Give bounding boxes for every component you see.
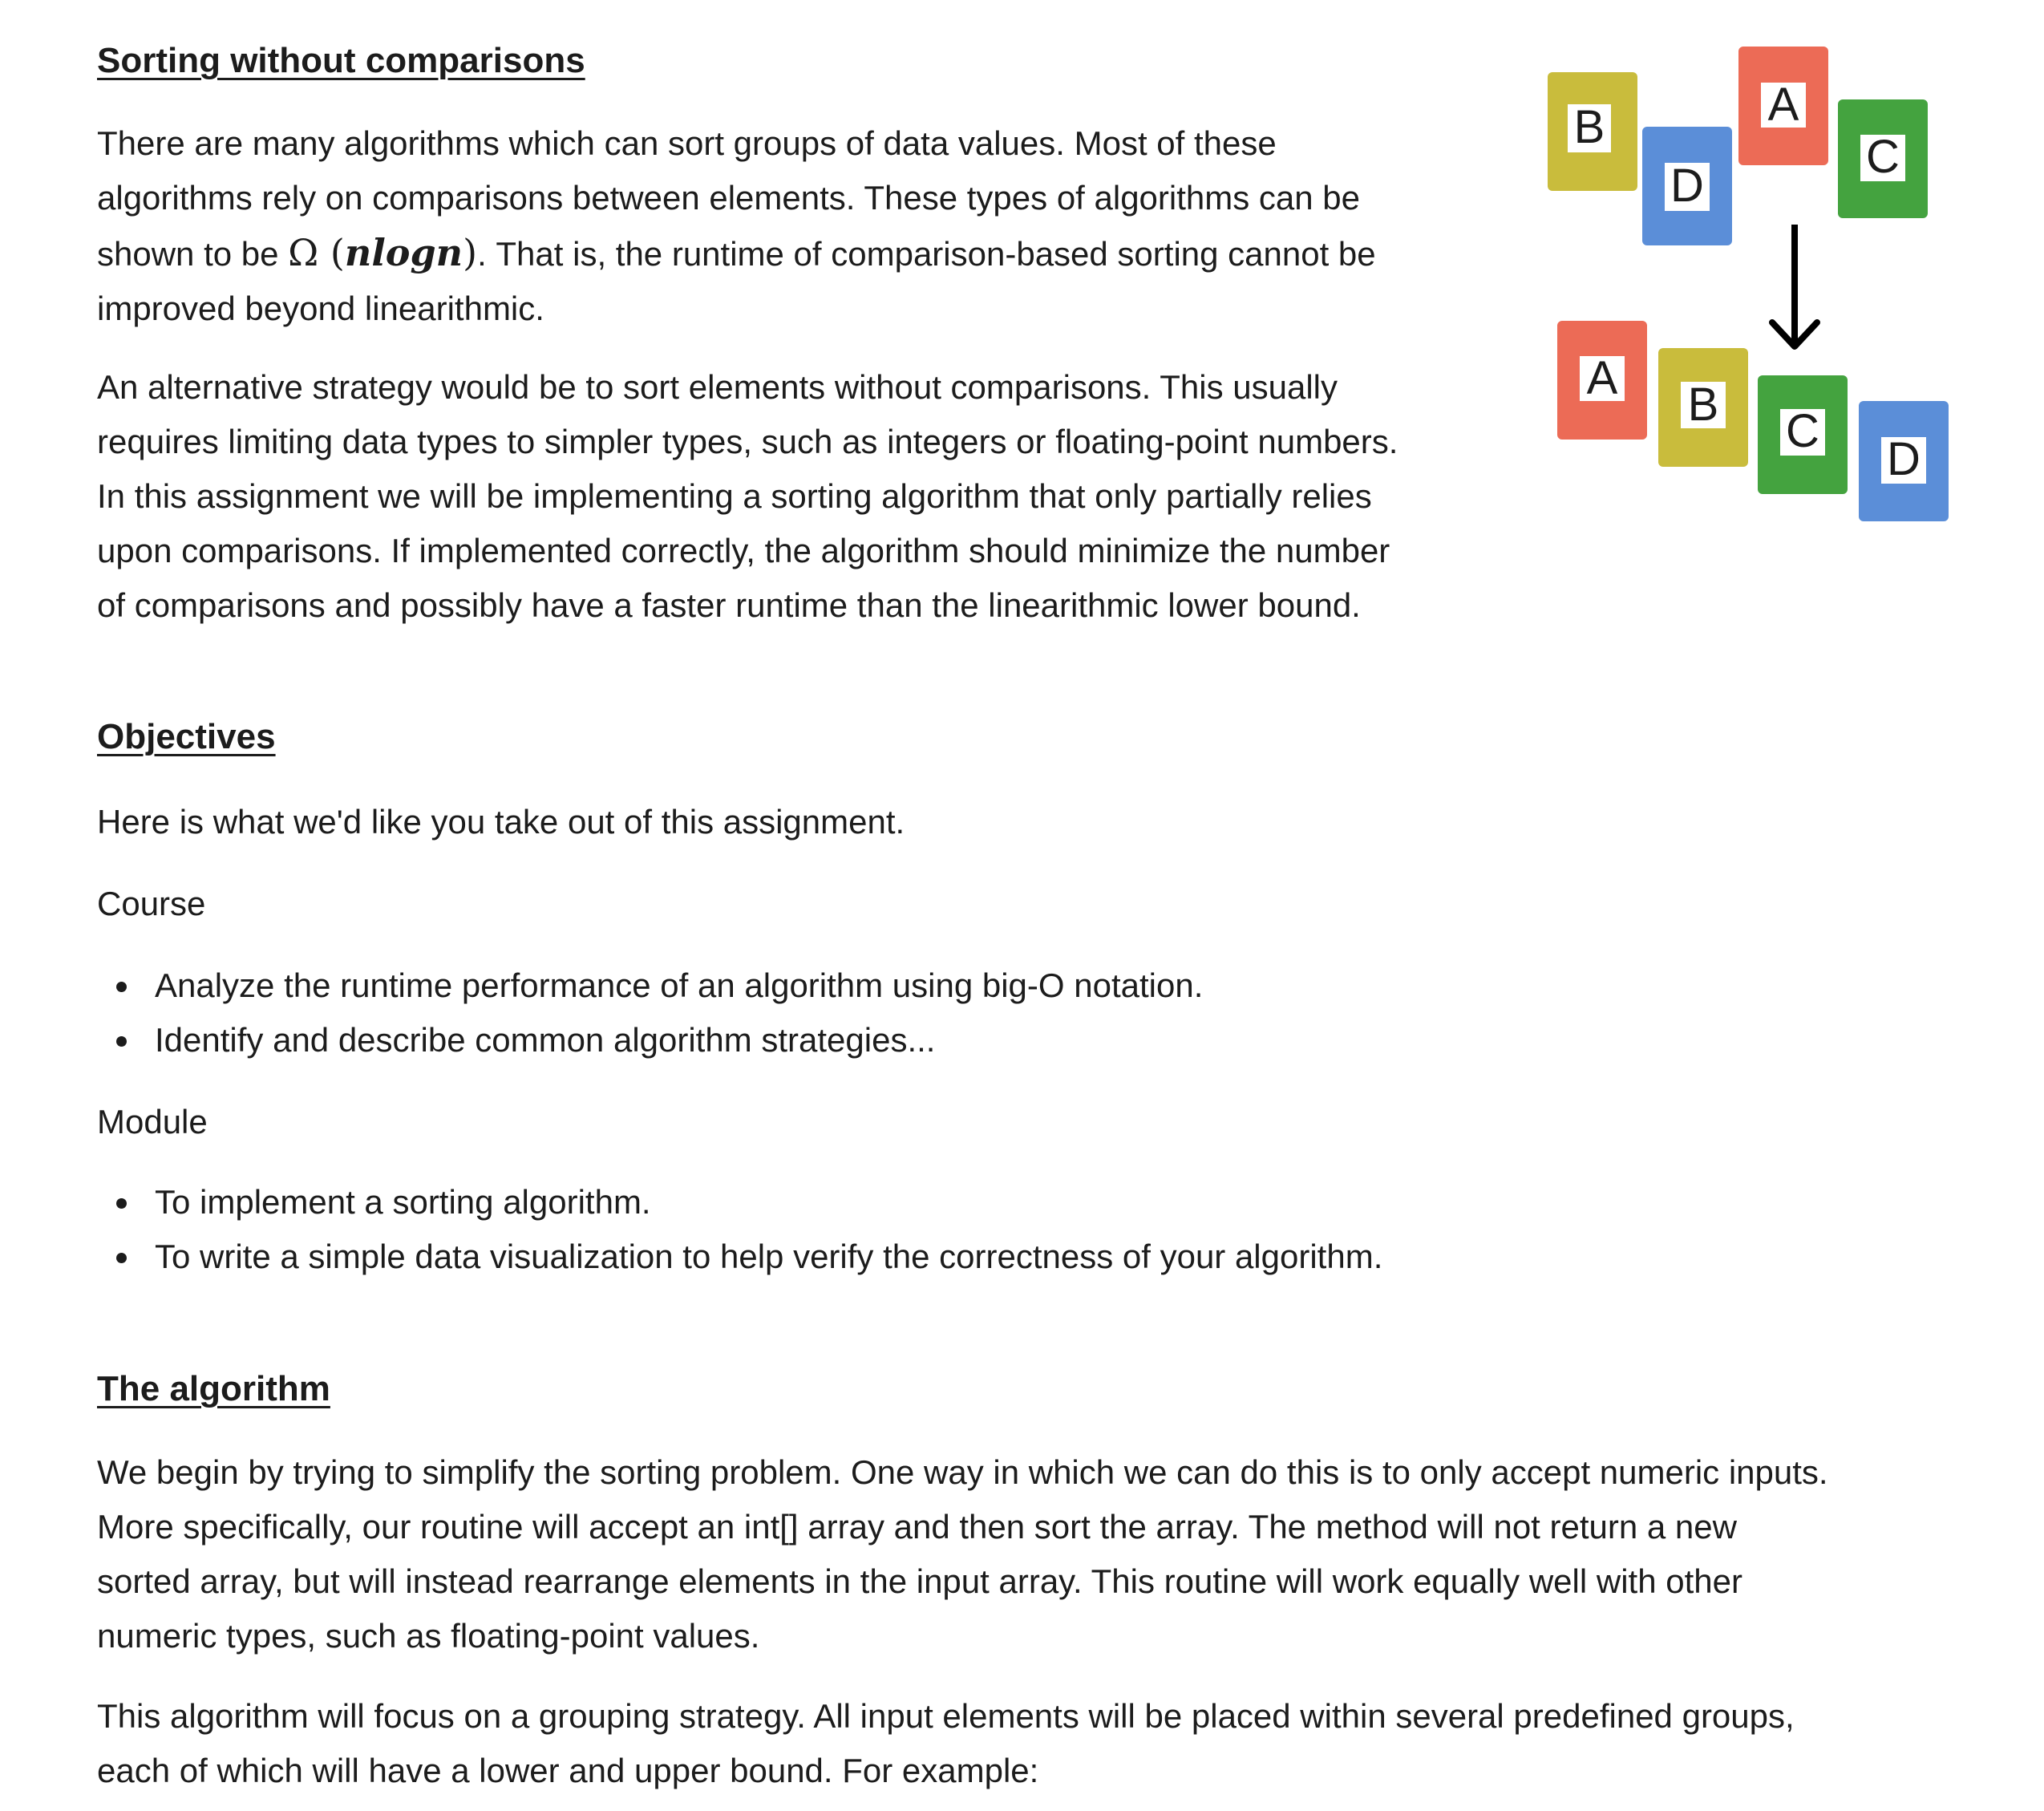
paragraph-line: More specifically, our routine will accept an int[] array and then sort the array. The method will not return a new bbox=[97, 1508, 1737, 1546]
down-arrow-icon bbox=[1772, 225, 1817, 346]
block-letter-c: C bbox=[1786, 405, 1819, 457]
block-a-unsorted bbox=[1738, 47, 1828, 165]
heading-objectives: Objectives bbox=[97, 717, 276, 756]
block-letter-b: B bbox=[1687, 379, 1719, 431]
paragraph-sorting-intro bbox=[97, 116, 1376, 336]
paragraph-alternative-strategy bbox=[97, 360, 1398, 633]
paragraph-line: of comparisons and possibly have a faster runtime than the linearithmic lower bound. bbox=[97, 586, 1361, 624]
list-item: Identify and describe common algorithm strategies... bbox=[97, 1013, 1203, 1068]
block-a-sorted bbox=[1557, 321, 1647, 440]
paragraph-line-with-math bbox=[97, 225, 1376, 282]
paragraph-line: An alternative strategy would be to sort elements without comparisons. This usually bbox=[97, 368, 1338, 406]
paragraph-grouping-strategy bbox=[97, 1689, 1795, 1798]
paragraph-line: algorithms rely on comparisons between elements. These types of algorithms can be bbox=[97, 179, 1361, 217]
list-item: Analyze the runtime performance of an algorithm using big-O notation. bbox=[97, 958, 1203, 1013]
course-label: Course bbox=[97, 885, 206, 922]
block-d-sorted bbox=[1859, 401, 1949, 521]
block-letter-d: D bbox=[1887, 433, 1921, 485]
paragraph-line: We begin by trying to simplify the sorting problem. One way in which we can do this is to only accept numeric inputs. bbox=[97, 1453, 1828, 1491]
paragraph-line: This algorithm will focus on a grouping strategy. All input elements will be placed within several predefined groups, bbox=[97, 1697, 1795, 1735]
math-expression: nlogn bbox=[344, 231, 463, 274]
paragraph-algorithm-intro bbox=[97, 1445, 1828, 1663]
paragraph-text: shown to be bbox=[97, 235, 289, 273]
block-letter-d: D bbox=[1670, 160, 1704, 212]
block-d-unsorted bbox=[1642, 127, 1732, 245]
module-label: Module bbox=[97, 1103, 208, 1140]
paragraph-line: sorted array, but will instead rearrange elements in the input array. This routine will work equally well with other bbox=[97, 1562, 1742, 1600]
paragraph-line: requires limiting data types to simpler types, such as integers or floating-point numbers. bbox=[97, 423, 1398, 460]
block-letter-a: A bbox=[1586, 352, 1618, 404]
paragraph-line: upon comparisons. If implemented correctly, the algorithm should minimize the number bbox=[97, 532, 1390, 569]
list-item: To implement a sorting algorithm. bbox=[97, 1175, 1382, 1230]
objectives-intro: Here is what we'd like you take out of this assignment. bbox=[97, 803, 905, 841]
math-omega-nlogn: Ω (nlogn) bbox=[288, 231, 478, 274]
paragraph-line: each of which will have a lower and upper bound. For example: bbox=[97, 1752, 1039, 1789]
block-letter-b: B bbox=[1573, 101, 1605, 153]
list-item: To write a simple data visualization to help verify the correctness of your algorithm. bbox=[97, 1230, 1382, 1284]
block-c-unsorted bbox=[1838, 99, 1928, 218]
heading-sorting-without-comparisons: Sorting without comparisons bbox=[97, 41, 585, 80]
block-c-sorted bbox=[1758, 375, 1848, 494]
heading-the-algorithm: The algorithm bbox=[97, 1369, 330, 1408]
math-symbol-omega: Ω bbox=[288, 231, 319, 274]
paragraph-line: There are many algorithms which can sort groups of data values. Most of these bbox=[97, 124, 1277, 162]
course-objectives-list bbox=[97, 958, 1203, 1068]
paragraph-text: . That is, the runtime of comparison-based sorting cannot be bbox=[477, 235, 1376, 273]
paragraph-line: numeric types, such as floating-point values. bbox=[97, 1617, 760, 1655]
block-letter-c: C bbox=[1866, 131, 1900, 183]
paragraph-line: In this assignment we will be implementing a sorting algorithm that only partially relies bbox=[97, 477, 1372, 515]
paragraph-line: improved beyond linearithmic. bbox=[97, 290, 544, 327]
sorting-blocks-illustration bbox=[1540, 40, 1965, 537]
module-objectives-list bbox=[97, 1175, 1382, 1284]
block-b-unsorted bbox=[1548, 72, 1637, 191]
block-b-sorted bbox=[1658, 348, 1748, 467]
block-letter-a: A bbox=[1767, 79, 1799, 131]
